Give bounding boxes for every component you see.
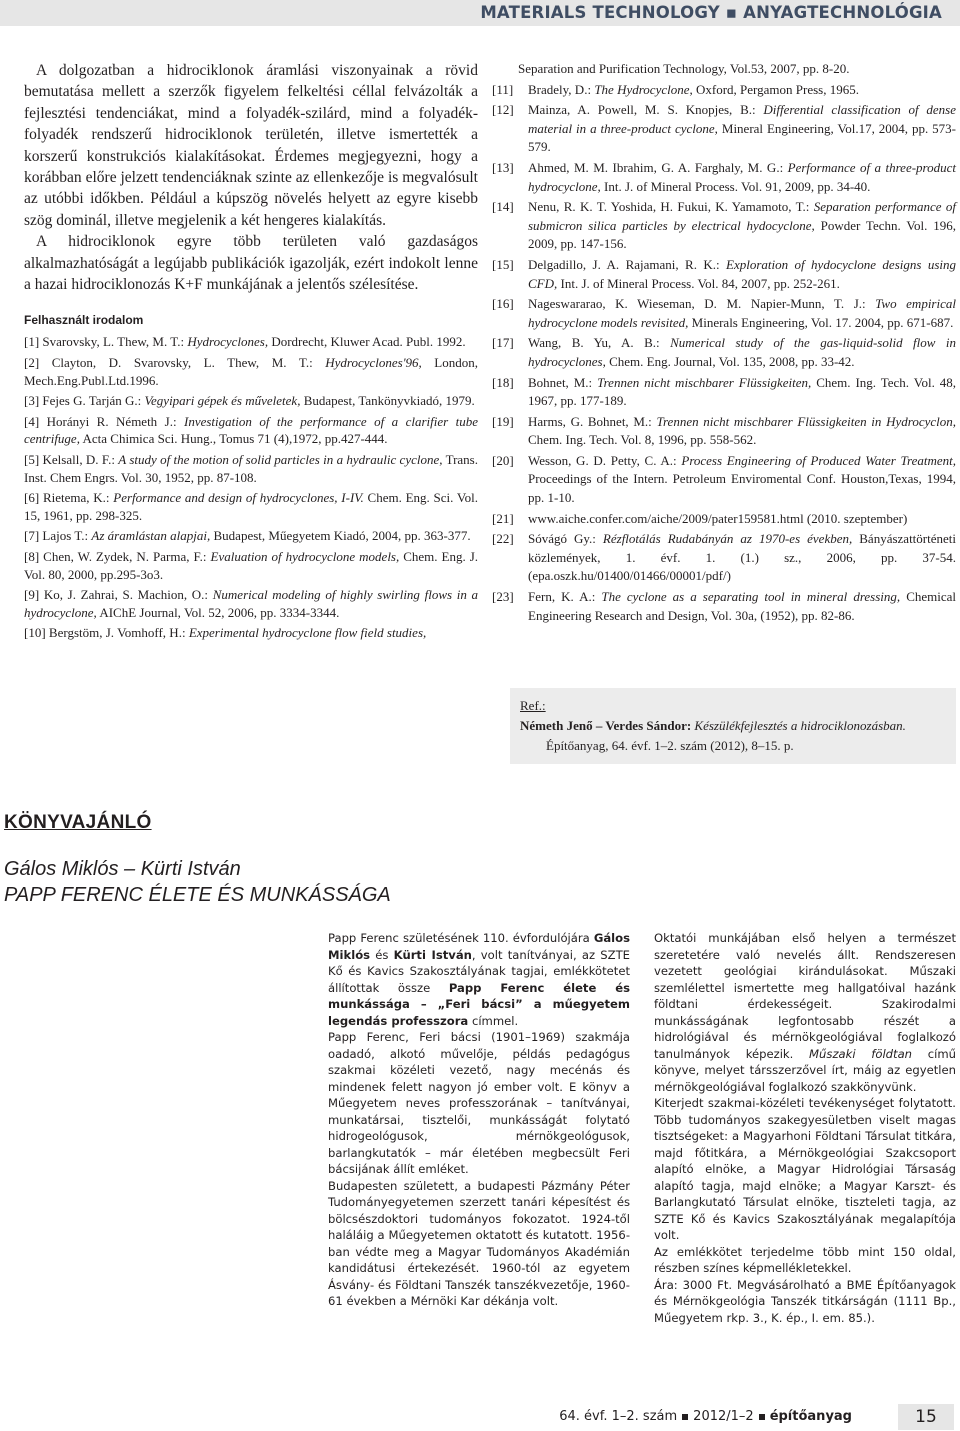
- reference-item: [492, 452, 956, 508]
- reference-title: A study of the motion of solid particles in a hydraulic cyclone,: [118, 452, 443, 468]
- reference-item: [24, 586, 478, 621]
- reference-source: Chemical Engineering Research and Design, Vol. 30a, (1952), pp. 82-86.: [528, 589, 957, 623]
- footer-brand: építőanyag: [769, 1409, 852, 1424]
- reference-item: [492, 413, 956, 450]
- reference-number: [14]: [492, 199, 514, 215]
- reference-authors: www.aiche.confer.com/aiche/2009/pater159581.html (2010. szeptember): [528, 510, 908, 526]
- reference-number: [22]: [492, 531, 514, 547]
- reference-source: Chem. Eng. Sci. Vol. 15, 1961, pp. 298-325.: [24, 490, 478, 523]
- reference-title: Trennen nicht mischbarer Flüssigkeiten in Hydrocyclon,: [656, 413, 956, 429]
- reference-authors: Bradely, D.:: [528, 81, 595, 97]
- reference-item: [24, 489, 478, 524]
- reference-item: [492, 510, 956, 529]
- reference-title: The cyclone as a separating tool in mineral dressing,: [601, 589, 901, 605]
- reference-item: [24, 624, 478, 642]
- reference-authors: Svarovsky, L. Thew, M. T.:: [42, 334, 188, 350]
- references-list: [492, 81, 956, 626]
- reference-number: [15]: [492, 256, 514, 272]
- reference-box: [510, 688, 956, 764]
- reference-source: Oxford, Pergamon Press, 1965.: [692, 81, 859, 97]
- right-column: [492, 60, 956, 627]
- reference-source: Chem. Eng. J. Vol. 80, 2000, pp.295-3o3.: [24, 549, 479, 582]
- reference-source: London, Mech.Eng.Publ.Ltd.1996.: [24, 355, 478, 388]
- reference-number: [4]: [24, 413, 40, 429]
- reference-number: [19]: [492, 413, 514, 429]
- reference-source: Acta Chimica Sci. Hung., Tomus 71 (4),1972, pp.427-444.: [79, 431, 388, 447]
- reference-authors: Lajos T.:: [42, 528, 92, 544]
- reference-item: [492, 374, 956, 411]
- reference-number: [23]: [492, 589, 514, 605]
- reference-authors: Horányi R. Németh J.:: [46, 413, 184, 429]
- ref-label: Ref.:: [520, 698, 546, 713]
- reference-number: [1]: [24, 334, 40, 350]
- reference-source: Minerals Engineering, Vol. 17. 2004, pp. 671-687.: [688, 314, 954, 330]
- reference-title: Performance of a three-product hydrocyclone,: [528, 159, 957, 194]
- section-title: KÖNYVAJÁNLÓ: [4, 812, 152, 833]
- book-paragraph: Az emlékkötet terjedelme több mint 150 oldal, részben színes képmellékletekkel.: [654, 1244, 956, 1275]
- reference-source: Chem. Ing. Tech. Vol. 48, 1967, pp. 177-189.: [528, 374, 956, 409]
- reference-number: [10]: [24, 625, 46, 641]
- reference-number: [2]: [24, 355, 40, 371]
- book-paragraph: Oktatói munkájában első helyen a természet szeretetére való nevelés állt. Rendszeresen vezetett geológiai kirándulásokat. Műszaki szemlélettel ismertette meg hallgatóival hazánk földtani érdekességeit. Szakirodalmi munkásságának legfontosabb részét a hidrológiával és mérnökgeológiával foglalkozó tanulmányok képezik. Műszaki földtan című könyve, melyet társszerzővel írt, máig az egyetlen mérnökgeológiával foglalkozó szakkönyvünk.: [654, 931, 956, 1094]
- square-separator-icon: [682, 1414, 688, 1420]
- ref-source: Építőanyag, 64. évf. 1–2. szám (2012), 8–15. p.: [546, 738, 794, 753]
- reference-authors: Bergstöm, J. Vomhoff, H.:: [48, 625, 189, 641]
- reference-authors: Mainza, A. Powell, M. S. Knopjes, B.:: [528, 102, 764, 118]
- reference-number: [17]: [492, 335, 514, 351]
- book-paragraph: Papp Ferenc, Feri bácsi (1901–1969) szakmája oadadó, alkotó művelője, példás pedagógus szakmai közéleti vezető, nagy mecénás és mindenek felett nagyon jó ember volt. E könyv a Műegyetem neves professzorának – tanítványai, munkatársai, tisztelői, munkásságát folytató hidrogeológusok, mérnökgeológusok, barlangkutatók – már életében megbecsült Feri bácsijának állít emléket.: [328, 1030, 630, 1176]
- book-paragraph: Ára: 3000 Ft. Megvásárolható a BME Építőanyagok és Mérnökgeológia Tanszék titkárságán (1111 Bp., Műegyetem rkp. 3., K. ép., I. em. 85.).: [654, 1277, 956, 1325]
- reference-authors: Rietema, K.:: [42, 490, 114, 506]
- book-paragraph: Papp Ferenc születésének 110. évfordulójára Gálos Miklós és Kürti István, volt tanítványai, az SZTE Kő és Kavics Szakosztályának tagjai, emlékkötetet állítottak össze Papp Ferenc élete és munkássága – „Feri bácsi” a műegyetem legendás professzora címmel.: [328, 931, 631, 1028]
- reference-number: [12]: [492, 102, 514, 118]
- reference-source: Budapest, Műegyetem Kiadó, 2004, pp. 363-377.: [210, 528, 471, 544]
- reference-authors: Nenu, R. K. T. Yoshida, H. Fukui, K. Yamamoto, T.:: [528, 199, 814, 215]
- reference-title: The Hydrocyclone,: [594, 81, 693, 97]
- reference-source: Mineral Engineering, Vol.17, 2004, pp. 573-579.: [528, 120, 957, 155]
- reference-authors: Ahmed, M. M. Ibrahim, G. A. Farghaly, M. G.:: [528, 159, 788, 175]
- references-heading: Felhasznált irodalom: [24, 313, 144, 328]
- reference-authors: Wesson, G. D. Petty, C. A.:: [528, 452, 682, 468]
- book-paragraph: Kiterjedt szakmai-közéleti tevékenységet folytatott. Több tudományos szakegyesületben viselt magas tisztségeket: a Magyarhoni Földtani Társulat titkára, majd főtitkára, a Mérnökgeológiai Szakcsoport alapító elnöke, a Magyar Hidrológiai Társaság alapító tagja, majd elnöke; a Magyar Karszt- és Barlangkutató Társulat elnöke, tiszteleti tagja, az SZTE Kő és Kavics Szakosztályának megalapítója volt.: [654, 1096, 956, 1242]
- page-footer: [559, 1409, 852, 1424]
- reference-source: Dordrecht, Kluwer Acad. Publ. 1992.: [268, 334, 466, 350]
- reference-authors: Ko, J. Zahrai, S. Machion, O.:: [43, 587, 213, 603]
- page-number: 15: [898, 1404, 954, 1430]
- reference-title: Two empirical hydrocyclone models revisited,: [528, 296, 956, 330]
- journal-section-title: MATERIALS TECHNOLOGY ▪ ANYAGTECHNOLÓGIA: [480, 3, 942, 22]
- reference-authors: Nageswararao, K. Wieseman, D. M. Napier-Munn, T. J.:: [528, 296, 876, 312]
- reference-item: [24, 413, 478, 448]
- reference-source: Int. J. of Mineral Process. Vol. 91, 2009, pp. 34-40.: [600, 178, 871, 194]
- left-column: [24, 60, 478, 645]
- reference-number: [9]: [24, 587, 40, 603]
- reference-item: [24, 548, 478, 583]
- references-list: [24, 333, 478, 642]
- reference-number: [3]: [24, 393, 40, 409]
- reference-source: Trans. Inst. Chem Engrs. Vol. 30, 1952, pp. 87-108.: [24, 452, 478, 485]
- reference-title: Hydrocyclones'96,: [325, 355, 422, 371]
- reference-item: [492, 530, 956, 586]
- reference-authors: Kelsall, D. F.:: [42, 452, 119, 468]
- reference-title: Separation performance of submicron silica particles by electrical hydocyclone,: [528, 199, 956, 233]
- reference-authors: Harms, G. Bohnet, M.:: [528, 413, 657, 429]
- reference-number: [20]: [492, 452, 514, 468]
- reference-source: Powder Techn. Vol. 196, 2009, pp. 147-156.: [528, 217, 956, 252]
- reference-item: [24, 451, 478, 486]
- reference-title: Az áramlástan alapjai,: [91, 528, 211, 544]
- reference-source: AIChE Journal, Vol. 52, 2006, pp. 3334-3344.: [96, 604, 340, 620]
- footer-volume: 64. évf. 1–2. szám: [559, 1409, 678, 1424]
- reference-number: [18]: [492, 374, 514, 390]
- reference-title: Numerical modeling of highly swirling flows in a hydrocyclone,: [24, 587, 479, 620]
- reference-title: Differential classification of dense material in a three-product cyclone,: [528, 102, 956, 136]
- reference-item: [492, 101, 956, 157]
- reference-source: Budapest, Tankönyvkiadó, 1979.: [300, 393, 475, 409]
- reference-item: [492, 198, 956, 254]
- ref-authors: Németh Jenő – Verdes Sándor:: [520, 718, 692, 733]
- reference-number: [6]: [24, 490, 40, 506]
- reference-number: [8]: [24, 549, 40, 564]
- ref-title: Készülékfejlesztés a hidrociklonozásban.: [694, 718, 906, 733]
- reference-authors: Bohnet, M.:: [528, 374, 598, 390]
- paragraph: A hidrociklonok egyre több területen való gazdaságos alkalmazhatóságát a legújabb publikációk igazolják, ezért indokolt lenne a hazai hidrociklonozás K+F munkájának a jelentős szélesítése.: [24, 233, 478, 294]
- reference-title: Exploration of hydocyclone designs using CFD,: [528, 256, 957, 291]
- reference-item: [492, 81, 956, 100]
- reference-number: [16]: [492, 296, 514, 312]
- reference-item: [492, 295, 956, 332]
- reference-authors: Fern, K. A.:: [528, 589, 602, 605]
- reference-item: [492, 334, 956, 371]
- square-separator-icon: [759, 1414, 765, 1420]
- reference-number: [13]: [492, 159, 514, 175]
- page-header: [0, 0, 960, 26]
- book-paragraph: Budapesten született, a budapesti Pázmány Péter Tudományegyetemen szerzett tanári képesítést és bölcsészdoktori tudományos fokozatot. 1924-től haláláig a Műegyetemen oktatott és kutatott. 1956-ban védte meg a Magyar Tudományos Akadémián kandidátusi értekezését. 1960-tól az egyetem Ásvány- és Földtani Tanszék tanszékvezetője, 1960-61 években a Mérnöki Kar dékánja volt.: [328, 1178, 630, 1308]
- reference-title: Investigation of the performance of a clarifier tube centrifuge,: [24, 413, 479, 447]
- paragraph: A dolgozatban a hidrociklonok áramlási viszonyainak a rövid bemutatása mellett a szerzők figyelem felkeltési céllal felvázolták a fejlesztési tendenciákat, mind a folyadék-szilárd, mind a folyadék-folyadék rendszerű hidrociklonok területén, illetve ismertették a korszerű konstrukciós kialakításokat. Érdemes megjegyezni, hogy a korábban előre jelzett tendenciáknak szinte az ellenkezője is megvalósult az utóbbi időkben. Például a kúpszög növelés helyett az egyre kisebb szög dominál, illetve megjelenik a két hengeres kialakítás.: [24, 62, 478, 229]
- reference-item: [24, 354, 478, 389]
- reference-title: Rézflotálás Rudabányán az 1970-es években,: [602, 531, 853, 547]
- reference-title: Experimental hydrocyclone flow field studies,: [188, 625, 427, 641]
- reference-source: Proceedings of the Intern. Petroleum Enviromental Conf. Houston,Texas, 1994, pp. 1-10.: [528, 471, 956, 506]
- reference-title: Vegyipari gépek és műveletek,: [144, 393, 301, 409]
- reference-item: [492, 588, 956, 625]
- reference-number: [21]: [492, 510, 514, 526]
- reference-source: Chem. Eng. Journal, Vol. 135, 2008, pp. 33-42.: [605, 353, 855, 369]
- reference-title: Numerical study of the gas-liquid-solid flow in hydrocyclones,: [528, 335, 956, 369]
- reference-number: [5]: [24, 452, 40, 468]
- book-title: PAPP FERENC ÉLETE ÉS MUNKÁSSÁGA: [4, 884, 391, 906]
- reference-number: [7]: [24, 528, 40, 544]
- reference-continuation: Separation and Purification Technology, Vol.53, 2007, pp. 8-20.: [518, 61, 850, 76]
- reference-item: [24, 527, 478, 545]
- reference-title: Hydrocyclones,: [187, 334, 269, 350]
- reference-item: [24, 392, 478, 410]
- reference-authors: Clayton, D. Svarovsky, L. Thew, M. T.:: [51, 355, 326, 371]
- reference-authors: Fejes G. Tarján G.:: [42, 393, 145, 409]
- reference-title: Performance and design of hydrocyclones, I-IV.: [113, 490, 364, 506]
- reference-source: Chem. Ing. Tech. Vol. 8, 1996, pp. 558-562.: [528, 432, 757, 448]
- reference-number: [11]: [492, 81, 514, 97]
- reference-title: Evaluation of hydrocyclone models,: [210, 549, 400, 564]
- reference-authors: Wang, B. Yu, A. B.:: [528, 335, 671, 351]
- reference-authors: Delgadillo, J. A. Rajamani, R. K.:: [528, 256, 727, 272]
- book-column-2: [654, 930, 956, 1326]
- footer-issue: 2012/1–2: [693, 1409, 754, 1424]
- reference-title: Trennen nicht mischbarer Flüssigkeiten,: [597, 374, 812, 390]
- reference-title: Process Engineering of Produced Water Treatment,: [681, 452, 956, 468]
- reference-authors: Sóvágó Gy.:: [528, 531, 603, 547]
- book-column-1: [328, 930, 630, 1310]
- reference-item: [492, 159, 956, 196]
- reference-source: Bányászattörténeti közlemények, 1. évf. 1. (1.) sz., 2006, pp. 37-54. (epa.oszk.hu/01400/01466/00001/pdf/): [528, 531, 956, 584]
- reference-item: [24, 333, 478, 351]
- reference-item: [492, 256, 956, 293]
- reference-source: Int. J. of Mineral Process. Vol. 84, 2007, pp. 252-261.: [557, 275, 840, 291]
- book-authors: Gálos Miklós – Kürti István: [4, 858, 241, 880]
- reference-authors: Chen, W. Zydek, N. Parma, F.:: [43, 549, 211, 564]
